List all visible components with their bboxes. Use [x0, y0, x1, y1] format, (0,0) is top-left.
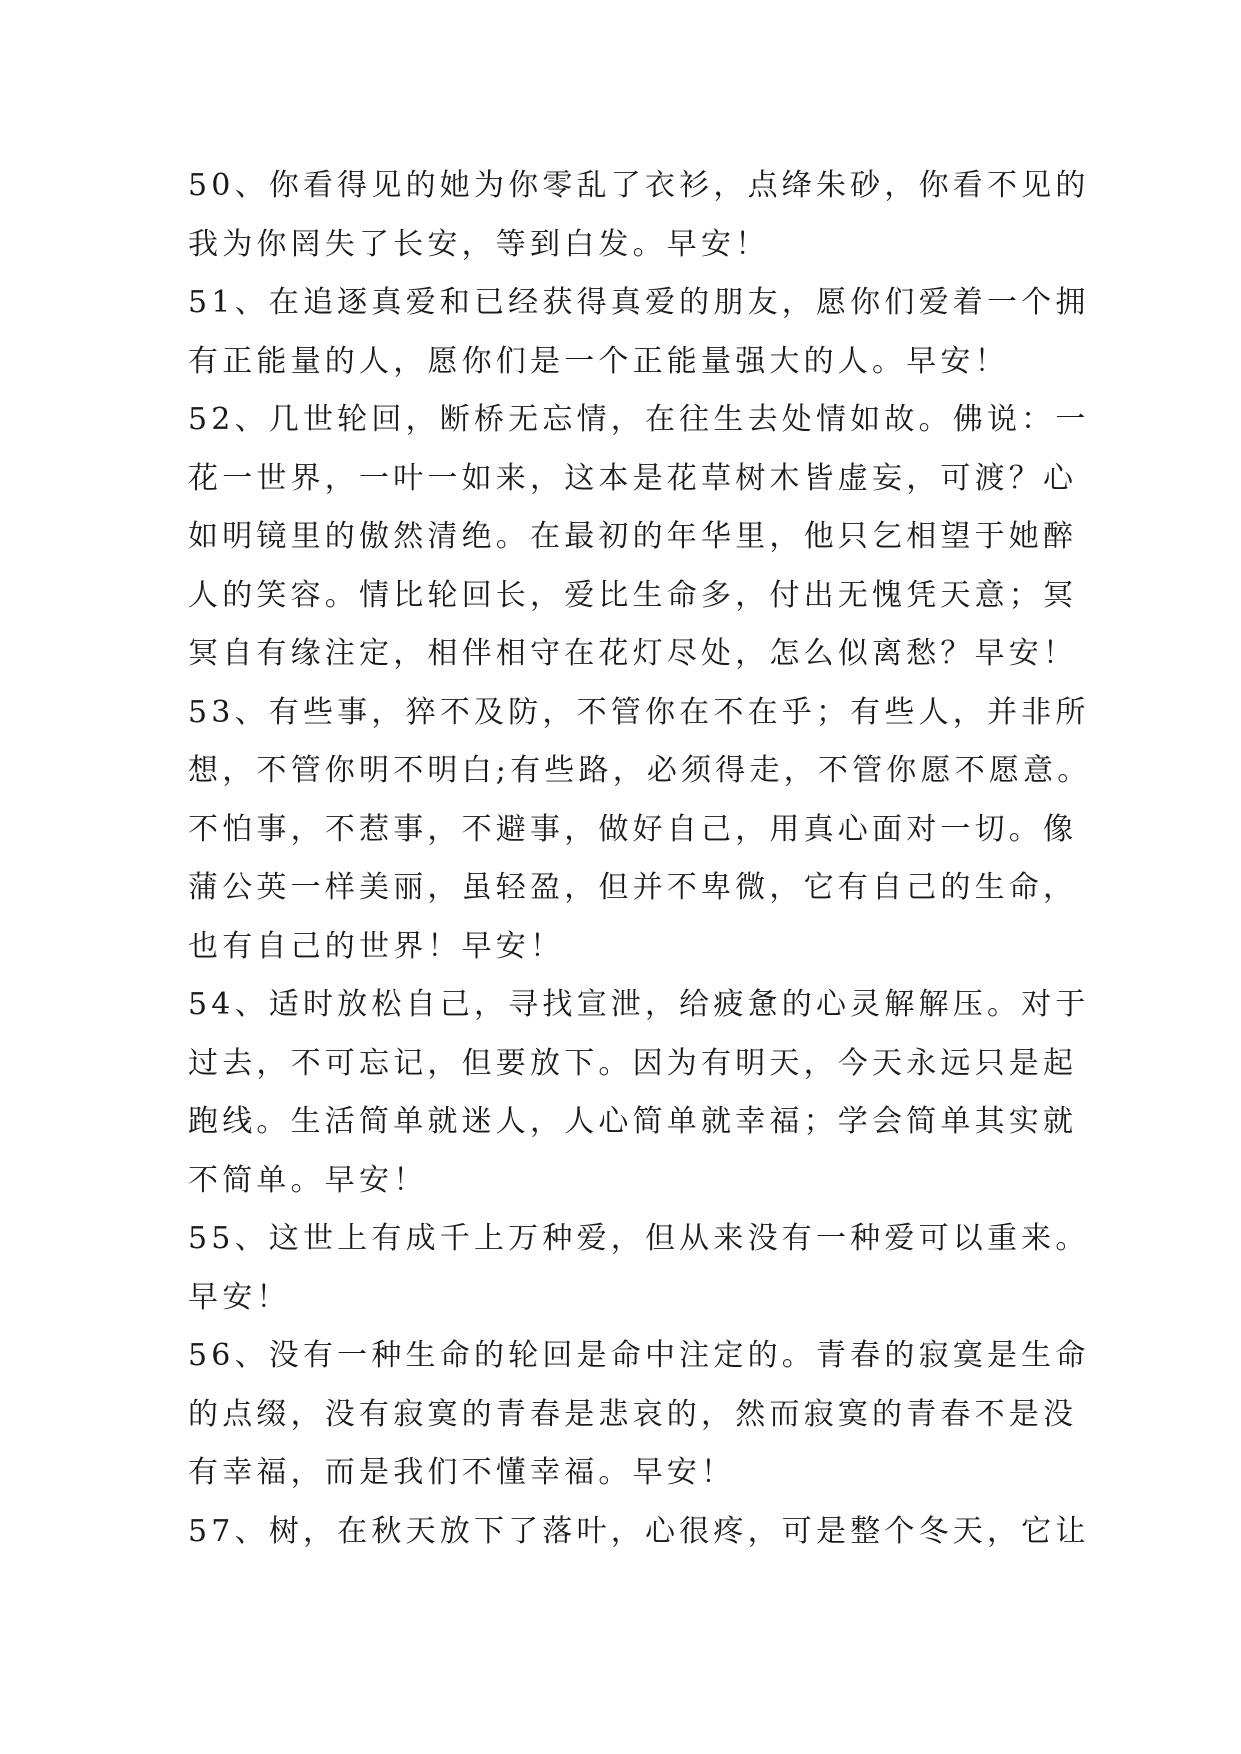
text-line: 54、适时放松自己，寻找宣泄，给疲惫的心灵解解压。对于 [188, 987, 1090, 1022]
text-line: 50、你看得见的她为你零乱了衣衫，点绛朱砂，你看不见的 [188, 168, 1090, 203]
text-line: 人的笑容。情比轮回长，爱比生命多，付出无愧凭天意；冥 [188, 577, 1078, 613]
text-line: 我为你罔失了长安，等到白发。早安！ [188, 226, 770, 262]
text-line: 跑线。生活简单就迷人，人心简单就幸福；学会简单其实就 [188, 1104, 1078, 1139]
text-line: 早安！ [188, 1279, 291, 1315]
text-line: 冥自有缘注定，相伴相守在花灯尽处，怎么似离愁？早安！ [188, 636, 1078, 671]
text-line: 不简单。早安！ [188, 1162, 428, 1198]
text-line: 51、在追逐真爱和已经获得真爱的朋友，愿你们爱着一个拥 [188, 285, 1090, 320]
text-line: 57、树，在秋天放下了落叶，心很疼，可是整个冬天，它让 [188, 1513, 1090, 1549]
text-line: 花一世界，一叶一如来，这本是花草树木皆虚妄，可渡？心 [188, 460, 1078, 496]
text-line: 55、这世上有成千上万种爱，但从来没有一种爱可以重来。 [188, 1221, 1090, 1256]
text-line: 也有自己的世界！早安！ [188, 928, 565, 964]
text-line: 有正能量的人，愿你们是一个正能量强大的人。早安！ [188, 343, 1009, 379]
text-line: 不怕事，不惹事，不避事，做好自己，用真心面对一切。像 [188, 811, 1078, 847]
text-line: 53、有些事，猝不及防，不管你在不在乎；有些人，并非所 [188, 694, 1090, 730]
document-body [188, 157, 1092, 1561]
text-line: 如明镜里的傲然清绝。在最初的年华里，他只乞相望于她醉 [188, 519, 1078, 554]
text-line: 过去，不可忘记，但要放下。因为有明天，今天永远只是起 [188, 1045, 1078, 1081]
text-line: 56、没有一种生命的轮回是命中注定的。青春的寂寞是生命 [188, 1338, 1090, 1373]
text-line: 52、几世轮回，断桥无忘情，在往生去处情如故。佛说：一 [188, 402, 1090, 437]
text-line: 想，不管你明不明白;有些路，必须得走，不管你愿不愿意。 [188, 753, 1092, 788]
text-line: 有幸福，而是我们不懂幸福。早安！ [188, 1455, 736, 1490]
text-line: 的点缀，没有寂寞的青春是悲哀的，然而寂寞的青春不是没 [188, 1396, 1078, 1432]
text-line: 蒲公英一样美丽，虽轻盈，但并不卑微，它有自己的生命， [188, 870, 1078, 905]
